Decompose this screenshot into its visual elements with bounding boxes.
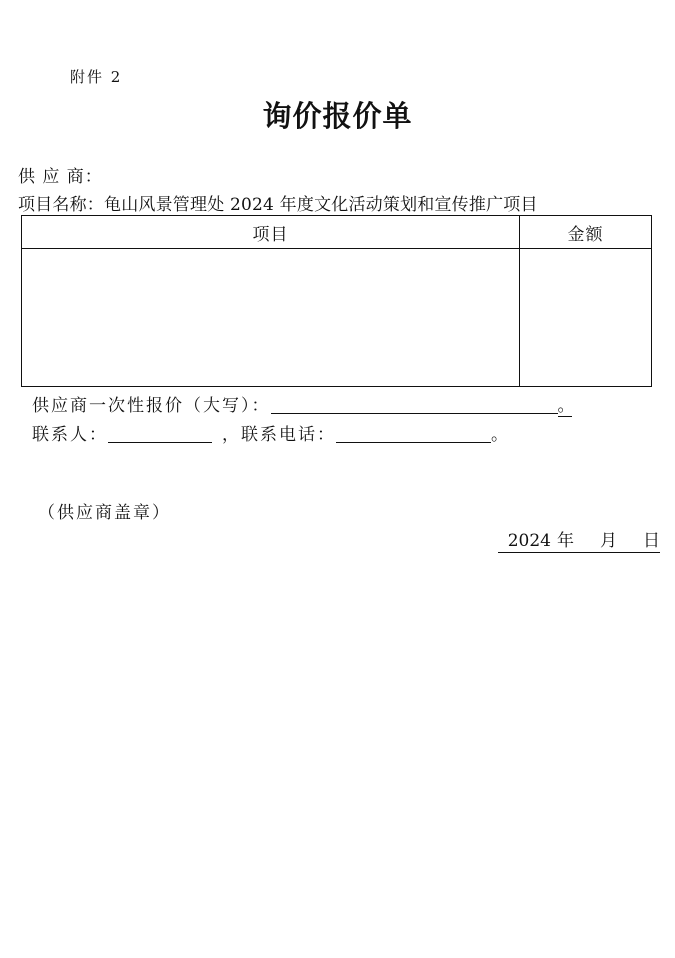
- project-name-line: [18, 190, 538, 215]
- project-name-label: 项目名称：: [18, 195, 104, 215]
- stamp-label: （供应商盖章）: [38, 503, 171, 523]
- date-month-unit: 月: [600, 531, 617, 551]
- item-cell[interactable]: [22, 249, 520, 387]
- phone-label: ，联系电话：: [222, 425, 336, 445]
- phone-field[interactable]: [336, 424, 491, 443]
- contact-label: 联系人：: [32, 425, 108, 445]
- project-name-value: 龟山风景管理处 2024 年度文化活动策划和宣传推广项目: [104, 195, 538, 215]
- table-header-row: [22, 216, 652, 249]
- date-day-unit: 日: [643, 531, 660, 551]
- table-row: [22, 249, 652, 387]
- quote-table: [21, 215, 652, 387]
- page-title: 询价报价单: [262, 99, 413, 133]
- quote-total-period: 。: [558, 391, 572, 417]
- column-header-amount: 金额: [520, 216, 652, 249]
- date-year: 2024: [507, 531, 551, 551]
- date-line[interactable]: [498, 526, 660, 553]
- quote-total-line: [32, 391, 577, 416]
- phone-period: 。: [491, 425, 510, 445]
- attachment-label: 附件 2: [70, 68, 123, 86]
- contact-field[interactable]: [108, 424, 212, 443]
- date-year-unit: 年: [557, 531, 574, 551]
- contact-line: [32, 420, 510, 445]
- quote-total-field[interactable]: [271, 395, 558, 414]
- amount-cell[interactable]: [520, 249, 652, 387]
- supplier-label: 供 应 商：: [18, 167, 103, 187]
- quote-total-label: 供应商一次性报价（大写）：: [32, 396, 271, 416]
- column-header-item: 项目: [22, 216, 520, 249]
